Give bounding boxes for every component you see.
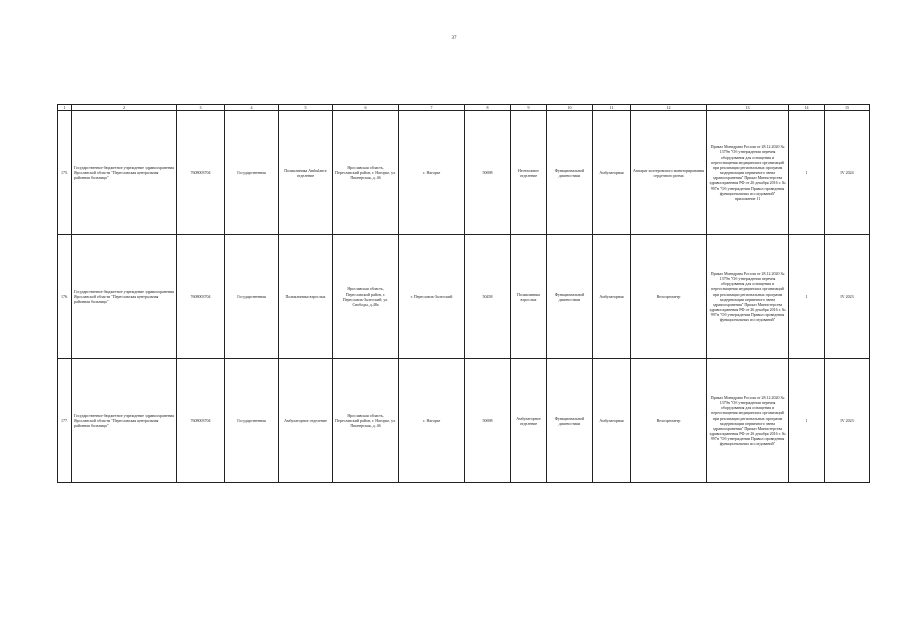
table-row xyxy=(58,235,870,359)
column-header: 8 xyxy=(465,105,511,111)
table-row xyxy=(58,111,870,235)
column-header: 13 xyxy=(707,105,789,111)
year: IV 2023 xyxy=(825,235,870,359)
equipment-registry-table xyxy=(57,104,870,483)
address: Ярославская область, Переславский район, г. Нагорье, ул. Пионерская, д. 46 xyxy=(333,359,399,483)
column-header: 2 xyxy=(72,105,177,111)
column-header: 5 xyxy=(279,105,333,111)
organization-name: Государственное бюджетное учреждение здравоохранения Ярославской области "Переславская центральная районная больница" xyxy=(72,359,177,483)
code: 50458 xyxy=(465,235,511,359)
row-number: 175. xyxy=(58,111,72,235)
column-header: 15 xyxy=(825,105,870,111)
year: IV 2023 xyxy=(825,359,870,483)
diagnostics-type: Функциональной диагностики xyxy=(547,111,593,235)
diagnostics-type: Функциональной диагностики xyxy=(547,359,593,483)
equipment-name: Аппарат холтеровского мониторирования сердечного ритма xyxy=(631,111,707,235)
department: Амбулаторное отделение xyxy=(279,359,333,483)
diagnostics-type: Функциональной диагностики xyxy=(547,235,593,359)
legal-basis: Приказ Минздрава России от 28.12.2020 № 1379н "Об утверждении перечня оборудования для оснащения и переоснащения медицинских организаций при реализации региональных программ модернизации первичного звена здравоохранения" Приказ Министерства здравоохранения РФ от 26 декабря 2016 г. № 997н "Об утверждении Правил проведения функциональных исследований" xyxy=(707,235,789,359)
legal-basis: Приказ Минздрава России от 28.12.2020 № 1379н "Об утверждении перечня оборудования для оснащения и переоснащения медицинских организаций при реализации региональных программ модернизации первичного звена здравоохранения" Приказ Министерства здравоохранения РФ от 26 декабря 2016 г. № 997н "Об утверждении Правил проведения функциональных исследований" приложение 11 xyxy=(707,111,789,235)
settlement: с. Нагорье xyxy=(399,359,465,483)
column-header: 1 xyxy=(58,105,72,111)
legal-basis: Приказ Минздрава России от 28.12.2020 № 1379н "Об утверждении перечня оборудования для оснащения и переоснащения медицинских организаций при реализации региональных программ модернизации первичного звена здравоохранения" Приказ Министерства здравоохранения РФ от 26 декабря 2016 г. № 997н "Об утверждении Правил проведения функциональных исследований" xyxy=(707,359,789,483)
quantity: 1 xyxy=(789,359,825,483)
care-type: Амбулаторная xyxy=(593,235,631,359)
care-type: Амбулаторная xyxy=(593,111,631,235)
address: Ярославская область, Переславский район, г. Нагорье, ул. Пионерская, д. 46 xyxy=(333,111,399,235)
organization-name: Государственное бюджетное учреждение здравоохранения Ярославской области "Переславская центральная районная больница" xyxy=(72,235,177,359)
column-header: 6 xyxy=(333,105,399,111)
subunit: Амбулаторное отделение xyxy=(511,359,547,483)
column-header: 9 xyxy=(511,105,547,111)
code: 50698 xyxy=(465,359,511,483)
department: Поликлиника Ambulance отделение xyxy=(279,111,333,235)
equipment-name: Велоэргометр xyxy=(631,235,707,359)
subunit: Неотложное отделение xyxy=(511,111,547,235)
quantity: 1 xyxy=(789,111,825,235)
row-number: 176. xyxy=(58,235,72,359)
column-header: 11 xyxy=(593,105,631,111)
ownership-form: Государственная xyxy=(225,235,279,359)
inn: 7608003704 xyxy=(177,235,225,359)
code: 50698 xyxy=(465,111,511,235)
ownership-form: Государственная xyxy=(225,111,279,235)
column-header: 10 xyxy=(547,105,593,111)
department: Поликлиника взрослых xyxy=(279,235,333,359)
column-header: 7 xyxy=(399,105,465,111)
inn: 7608003704 xyxy=(177,359,225,483)
column-header: 14 xyxy=(789,105,825,111)
year: IV 2024 xyxy=(825,111,870,235)
care-type: Амбулаторная xyxy=(593,359,631,483)
table-row xyxy=(58,359,870,483)
quantity: 1 xyxy=(789,235,825,359)
row-number: 177. xyxy=(58,359,72,483)
organization-name: Государственное бюджетное учреждение здравоохранения Ярославской области "Переславская центральная районная больница" xyxy=(72,111,177,235)
inn: 7608003704 xyxy=(177,111,225,235)
page-number: 37 xyxy=(451,36,457,41)
subunit: Поликлиника взрослых xyxy=(511,235,547,359)
address: Ярославская область, Переславский район, г. Переславль-Залесский, ул. Свободы, д.48а xyxy=(333,235,399,359)
column-header: 4 xyxy=(225,105,279,111)
column-header: 3 xyxy=(177,105,225,111)
equipment-name: Велоэргометр xyxy=(631,359,707,483)
settlement: г. Переславль-Залесский xyxy=(399,235,465,359)
settlement: с. Нагорье xyxy=(399,111,465,235)
column-header: 12 xyxy=(631,105,707,111)
ownership-form: Государственная xyxy=(225,359,279,483)
